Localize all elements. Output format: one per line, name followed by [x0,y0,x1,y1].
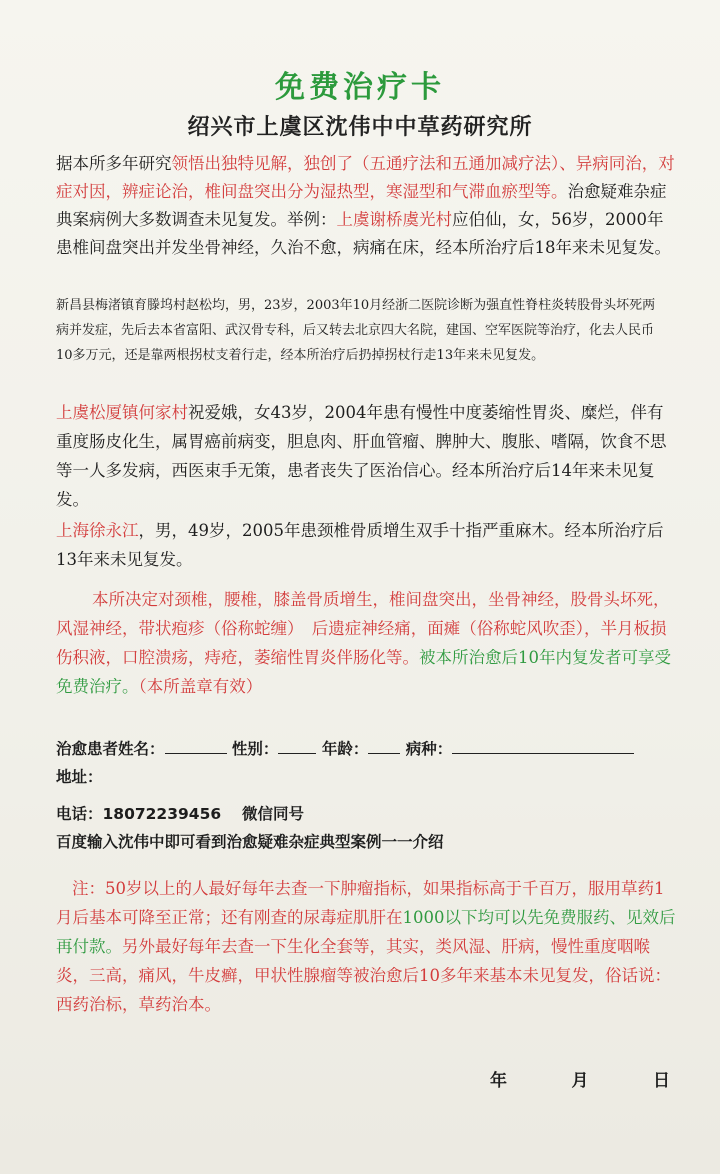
year-label: 年 [490,1071,507,1091]
note-tumor: 注：50岁以上的人最好每年去查一下肿瘤指标，如果指标高于千百万，服用草药1月后基本可降至正常；还有刚查的尿毒症肌肝在 [56,879,665,927]
patient-form [56,735,676,791]
case3-text: 祝爱娥，女43岁，2004年患有慢性中度萎缩性胃炎、糜烂，伴有重度肠皮化生，属胃癌前病变，胆息肉、肝血管瘤、脾肿大、腹胀、嗜隔，饮食不思等一人多发病，西医束手无策，患者丧失了医治信心。经本所治疗后14年来未见复发。 [56,403,667,509]
case2-paragraph: 新昌县梅渚镇育滕坞村赵松均，男，23岁，2003年10月经浙二医院诊断为强直性脊柱炎转股骨头坏死两病并发症，先后去本省富阳、武汉骨专科，后又转去北京四大名院，建国、空军医院等治疗，化去人民币10多万元，还是靠两根拐杖支着行走，经本所治疗后扔掉拐杖行走13年来未见复发。 [56,298,656,363]
day-label: 日 [653,1071,670,1091]
date-line [490,1066,670,1091]
intro-lead: 据本所多年研究 [56,154,172,173]
name-field[interactable] [165,737,227,754]
sex-field[interactable] [278,737,316,754]
disease-field[interactable] [452,737,634,754]
age-label: 年龄： [321,740,369,758]
case1-place: 上虞谢桥虞光村 [336,210,452,229]
intro-result: 治愈疑难杂症典案病例大多数调查未见复发。 [56,182,667,229]
case1-text: 应伯仙，女，56岁，2000年患椎间盘突出并发坐骨神经，久治不愈，病痛在床，经本所治疗后18年来未见复发。 [56,210,671,257]
note-paragraph [56,874,676,1019]
decision-scope: 本所决定对颈椎，腰椎，膝盖骨质增生，椎间盘突出，坐骨神经，股骨头坏死，风湿神经，带状疱疹（俗称蛇缠） 后遗症神经痛，面瘫（俗称蛇风吹歪），半月板损伤积液，口腔溃疡，痔疮，萎缩性胃炎伴肠化等。 [56,590,670,667]
phone-line: 电话：18072239456 微信同号 [56,805,305,823]
disease-label: 病种： [405,740,453,758]
contact-block [56,800,676,856]
decision-paragraph [56,585,676,701]
note-other: 另外最好每年去查一下生化全套等，其实，类风湿、肝病，慢性重度咽喉炎，三高，痛风，牛皮癣，甲状性腺瘤等被治愈后10多年来基本未见复发，俗话说：西药治标，草药治本。 [56,937,671,1014]
intro-paragraph [56,150,676,262]
case3-paragraph [56,398,676,514]
sex-label: 性别： [231,740,279,758]
case4-text: ，男，49岁，2005年患颈椎骨质增生双手十指严重麻木。经本所治疗后13年来未见复发。 [56,521,664,569]
decision-stamp-note: （本所盖章有效） [138,677,263,696]
card-title: 免费治疗卡 [275,70,445,105]
baidu-line: 百度输入沈伟中即可看到治愈疑难杂症典型案例一一介绍 [56,833,444,851]
note-payment: 1000以下均可以先免费服药、见效后再付款。 [56,908,676,956]
case3-place: 上虞松厦镇何家村 [56,403,188,422]
institute-name: 绍兴市上虞区沈伟中中草药研究所 [187,114,533,140]
name-label: 治愈患者姓名： [56,740,165,758]
case4-paragraph [56,516,676,574]
month-label: 月 [571,1071,589,1091]
intro-method: 领悟出独特见解，独创了（五通疗法和五通加减疗法）、异病同治，对症对因，辨症论治，椎间盘突出分为湿热型，寒湿型和气滞血瘀型等。 [56,154,675,201]
age-field[interactable] [368,737,400,754]
address-label: 地址： [56,768,103,786]
decision-free-treatment: 被本所治愈后10年内复发者可享受免费治疗。 [56,648,671,696]
example-label: 举例： [287,210,337,229]
case4-place: 上海徐永江 [56,521,139,540]
